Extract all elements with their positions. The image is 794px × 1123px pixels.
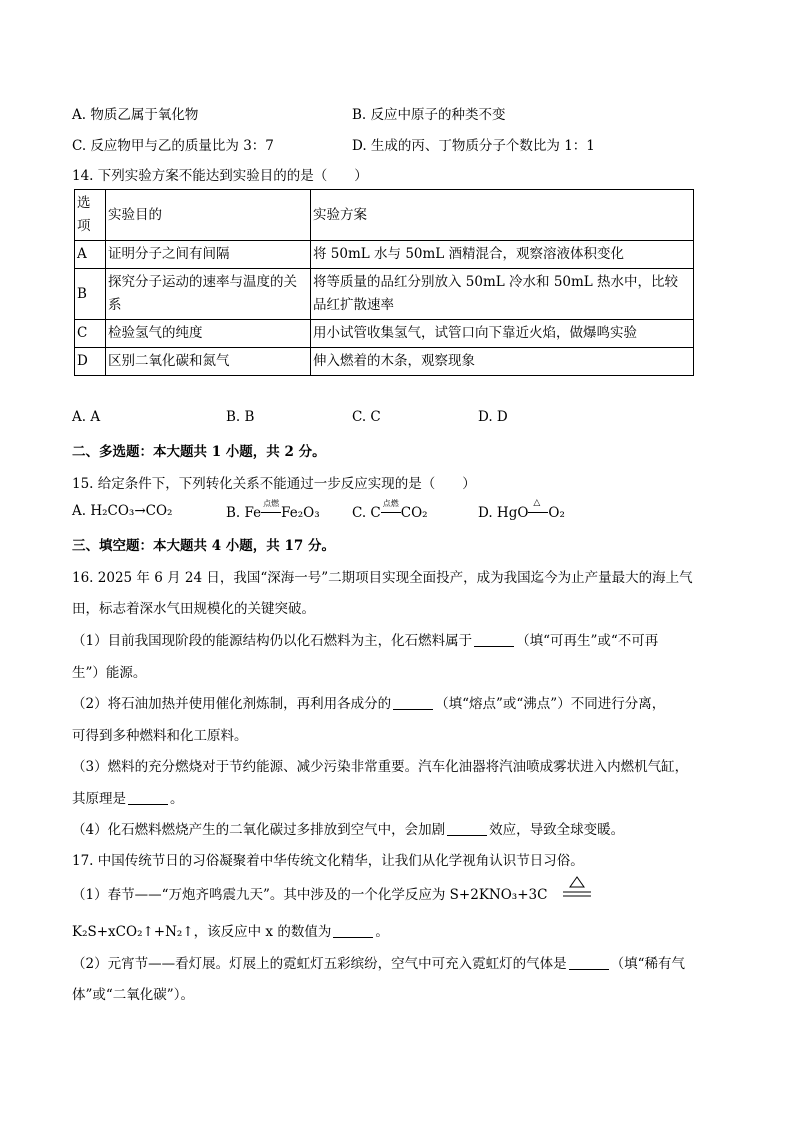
q17-part2-hint: （填“稀有气 xyxy=(610,956,685,972)
q14-stem: 14. 下列实验方案不能达到实验目的的是（ ） xyxy=(72,168,368,184)
section-fill-blank xyxy=(72,534,335,554)
q15-option-c xyxy=(352,499,428,521)
row-goal: 区别二氧化碳和氮气 xyxy=(106,348,311,376)
reaction-condition: 点燃 xyxy=(382,499,399,508)
answer-blank[interactable] xyxy=(569,957,609,970)
section-multi-choice xyxy=(72,440,326,460)
table-row xyxy=(75,320,694,348)
q16-part3-text: 其原理是 xyxy=(72,791,126,807)
q17-stem: 17. 中国传统节日的习俗凝聚着中华传统文化精华，让我们从化学视角认识节日习俗。 xyxy=(72,853,584,869)
q14-answer-d: D. D xyxy=(478,409,508,425)
answer-blank[interactable] xyxy=(474,634,514,647)
experiment-table xyxy=(74,189,694,376)
q16-part1 xyxy=(72,629,658,649)
q15-c-reactant: C. C xyxy=(352,505,381,521)
q13-option-a: A. 物质乙属于氧化物 xyxy=(72,107,199,123)
row-goal: 检验氢气的纯度 xyxy=(106,320,311,348)
q16-part1-text: （1）目前我国现阶段的能源结构仍以化石燃料为主，化石燃料属于 xyxy=(72,633,473,649)
heat-equals-icon xyxy=(557,883,597,905)
q15-b-product: Fe₂O₃ xyxy=(281,505,320,521)
q15-d-reactant: D. HgO xyxy=(478,505,529,521)
q15-d-product: O₂ xyxy=(548,505,565,521)
header-plan: 实验方案 xyxy=(311,190,694,241)
q16-part4-text: （4）化石燃料燃烧产生的二氧化碳过多排放到空气中，会加剧 xyxy=(72,822,446,838)
row-option: B xyxy=(75,269,106,320)
reaction-condition: △ xyxy=(533,498,541,508)
q17-part1-text: （1）春节——“万炮齐鸣震九天”。其中涉及的一个化学反应为 S+2KNO₃+3C xyxy=(72,887,548,903)
row-goal: 探究分子运动的速率与温度的关系 xyxy=(106,269,311,320)
q16-part1-cont: 生”）能源。 xyxy=(72,665,147,681)
row-option: A xyxy=(75,241,106,269)
answer-blank[interactable] xyxy=(393,697,433,710)
q17-part2 xyxy=(72,952,685,972)
q15-stem: 15. 给定条件下，下列转化关系不能通过一步反应实现的是（ ） xyxy=(72,476,476,492)
q14-answer-b: B. B xyxy=(226,409,255,425)
reaction-arrow xyxy=(381,499,401,517)
q16-part4-end: 效应，导致全球变暖。 xyxy=(489,822,625,838)
q16-stem-line1: 16. 2025 年 6 月 24 日，我国“深海一号”二期项目实现全面投产，成为我国迄今为止产量最大的海上气 xyxy=(72,570,693,586)
q15-c-product: CO₂ xyxy=(400,505,428,521)
table-row xyxy=(75,269,694,320)
section-title: 二、多选题： xyxy=(72,444,153,460)
answer-blank[interactable] xyxy=(128,792,168,805)
q13-option-b: B. 反应中原子的种类不变 xyxy=(352,107,506,123)
answer-blank[interactable] xyxy=(447,823,487,836)
row-plan: 将等质量的品红分别放入 50mL 冷水和 50mL 热水中，比较品红扩散速率 xyxy=(311,269,694,320)
q16-part2 xyxy=(72,692,665,712)
q17-part1-end: 。 xyxy=(375,924,389,940)
q17-part2-cont: 体”或“二氧化碳”）。 xyxy=(72,987,194,1003)
q16-part1-hint: （填“可再生”或“不可再 xyxy=(516,633,659,649)
q13-option-d: D. 生成的丙、丁物质分子个数比为 1：1 xyxy=(352,138,595,154)
row-plan: 用小试管收集氢气，试管口向下靠近火焰，做爆鸣实验 xyxy=(311,320,694,348)
reaction-condition: 点燃 xyxy=(263,499,280,508)
q16-part3-end: 。 xyxy=(170,791,184,807)
q16-part3: （3）燃料的充分燃烧对于节约能源、减少污染非常重要。汽车化油器将汽油喷成雾状进入内燃机气缸， xyxy=(72,759,689,775)
q16-part2-text: （2）将石油加热并使用催化剂炼制，再利用各成分的 xyxy=(72,696,392,712)
section-title: 三、填空题： xyxy=(72,538,153,554)
q15-option-d xyxy=(478,498,565,521)
q17-part1-equation: K₂S+xCO₂↑+N₂↑，该反应中 x 的数值为 xyxy=(72,924,332,940)
q16-part2-cont: 可得到多种燃料和化工原料。 xyxy=(72,728,248,744)
q16-part4 xyxy=(72,818,624,838)
q17-part2-text: （2）元宵节——看灯展。灯展上的霓虹灯五彩缤纷，空气中可充入霓虹灯的气体是 xyxy=(72,956,567,972)
q15-option-a: A. H₂CO₃→CO₂ xyxy=(72,503,173,519)
q17-part1-cont xyxy=(72,920,389,940)
row-option: D xyxy=(75,348,106,376)
reaction-arrow xyxy=(528,498,548,517)
q16-part2-hint: （填“熔点”或“沸点”）不同进行分离， xyxy=(435,696,666,712)
q14-answer-a: A. A xyxy=(72,409,101,425)
reaction-arrow xyxy=(261,499,281,517)
q14-answer-c: C. C xyxy=(352,409,381,425)
row-option: C xyxy=(75,320,106,348)
header-goal: 实验目的 xyxy=(106,190,311,241)
q16-part3-cont xyxy=(72,787,184,807)
table-row xyxy=(75,348,694,376)
q15-option-b xyxy=(226,499,320,521)
section-detail: 本大题共 1 小题，共 2 分。 xyxy=(153,444,326,460)
q13-option-c: C. 反应物甲与乙的质量比为 3：7 xyxy=(72,138,274,154)
row-plan: 将 50mL 水与 50mL 酒精混合，观察溶液体积变化 xyxy=(311,241,694,269)
table-header-row xyxy=(75,190,694,241)
header-option: 选项 xyxy=(75,190,106,241)
q15-b-reactant: B. Fe xyxy=(226,505,262,521)
row-plan: 伸入燃着的木条，观察现象 xyxy=(311,348,694,376)
q16-stem-line2: 田，标志着深水气田规模化的关键突破。 xyxy=(72,601,315,617)
row-goal: 证明分子之间有间隔 xyxy=(106,241,311,269)
section-detail: 本大题共 4 小题，共 17 分。 xyxy=(153,538,335,554)
q17-part1 xyxy=(72,883,597,905)
table-row xyxy=(75,241,694,269)
answer-blank[interactable] xyxy=(333,925,373,938)
